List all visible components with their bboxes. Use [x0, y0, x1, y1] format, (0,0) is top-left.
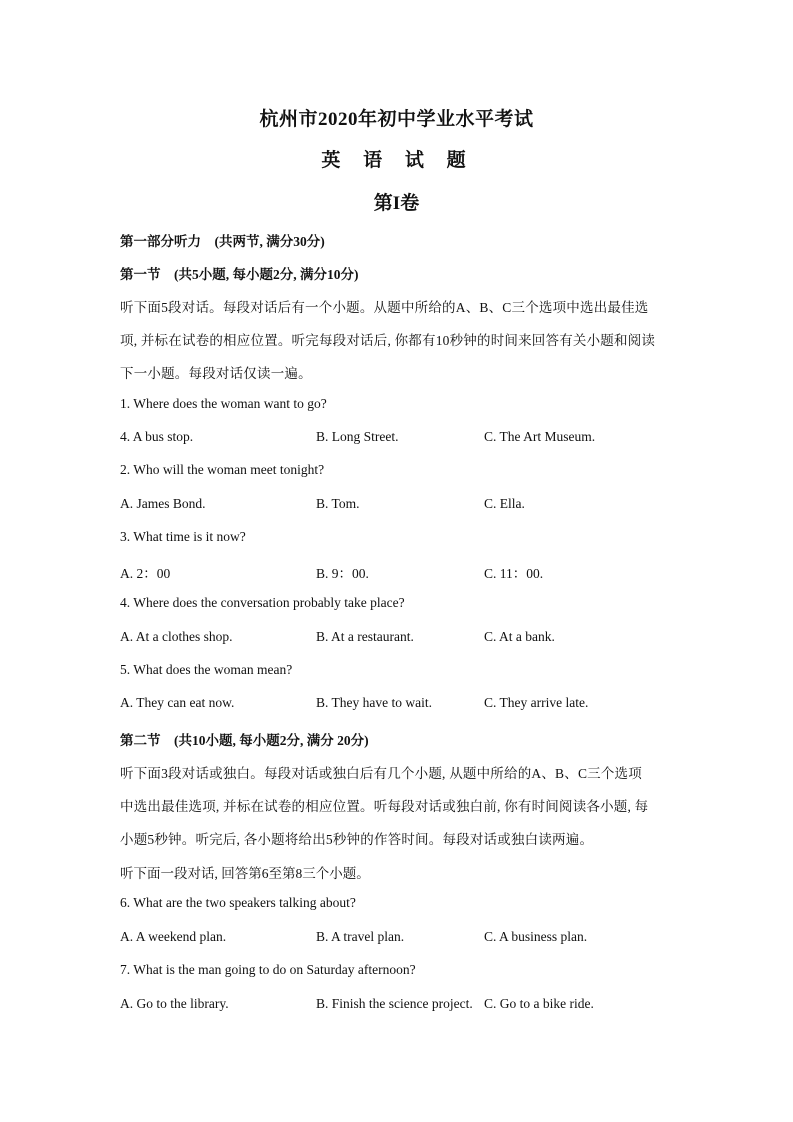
section1-heading: 第一节 (共5小题, 每小题2分, 满分10分)	[120, 267, 359, 282]
section1-instructions-line-3: 下一小题。每段对话仅读一遍。	[120, 366, 312, 381]
section2-instructions-line-1: 听下面3段对话或独白。每段对话或独白后有几个小题, 从题中所给的A、B、C三个选项	[120, 766, 642, 781]
section1-instructions-line-2: 项, 并标在试卷的相应位置。听完每段对话后, 你都有10秒钟的时间来回答有关小题和阅读	[120, 333, 656, 348]
part1-heading: 第一部分听力 (共两节, 满分30分)	[120, 234, 325, 249]
exam-subtitle: 英 语 试 题	[321, 150, 472, 171]
section1-instructions-line-1: 听下面5段对话。每段对话后有一个小题。从题中所给的A、B、C三个选项中选出最佳选	[120, 300, 649, 315]
question-6: 6. What are the two speakers talking about?	[120, 895, 356, 910]
q1-option-b: B. Long Street.	[316, 429, 399, 444]
q3-option-c: C. 11：00.	[484, 566, 544, 581]
q4-option-c: C. At a bank.	[484, 629, 555, 644]
q5-option-a: A. They can eat now.	[120, 695, 235, 710]
q1-option-a: 4. A bus stop.	[120, 429, 194, 444]
q2-option-b: B. Tom.	[316, 496, 360, 511]
q2-option-c: C. Ella.	[484, 496, 525, 511]
q1-option-c: C. The Art Museum.	[484, 429, 596, 444]
question-3: 3. What time is it now?	[120, 529, 246, 544]
section2-heading: 第二节 (共10小题, 每小题2分, 满分 20分)	[120, 733, 369, 748]
q7-option-b: B. Finish the science project.	[316, 996, 473, 1011]
question-2: 2. Who will the woman meet tonight?	[120, 462, 325, 477]
q4-option-a: A. At a clothes shop.	[120, 629, 233, 644]
q7-option-c: C. Go to a bike ride.	[484, 996, 594, 1011]
question-5: 5. What does the woman mean?	[120, 662, 293, 677]
q3-option-a: A. 2：00	[120, 566, 171, 581]
q6-option-c: C. A business plan.	[484, 929, 588, 944]
q5-option-c: C. They arrive late.	[484, 695, 589, 710]
q4-option-b: B. At a restaurant.	[316, 629, 414, 644]
question-4: 4. Where does the conversation probably take place?	[120, 595, 405, 610]
q5-option-b: B. They have to wait.	[316, 695, 432, 710]
question-1: 1. Where does the woman want to go?	[120, 396, 327, 411]
section2-instructions-line-3: 小题5秒钟。听完后, 各小题将给出5秒钟的作答时间。每段对话或独白读两遍。	[120, 832, 594, 847]
section2-sub-intro: 听下面一段对话, 回答第6至第8三个小题。	[120, 866, 370, 881]
q6-option-b: B. A travel plan.	[316, 929, 405, 944]
q6-option-a: A. A weekend plan.	[120, 929, 227, 944]
question-7: 7. What is the man going to do on Saturday afternoon?	[120, 962, 416, 977]
q7-option-a: A. Go to the library.	[120, 996, 229, 1011]
exam-title: 杭州市2020年初中学业水平考试	[259, 109, 534, 130]
volume-label: 第I卷	[373, 193, 420, 214]
section2-instructions-line-2: 中选出最佳选项, 并标在试卷的相应位置。听每段对话或独白前, 你有时间阅读各小题, 每	[120, 799, 649, 814]
q3-option-b: B. 9：00.	[316, 566, 369, 581]
q2-option-a: A. James Bond.	[120, 496, 206, 511]
